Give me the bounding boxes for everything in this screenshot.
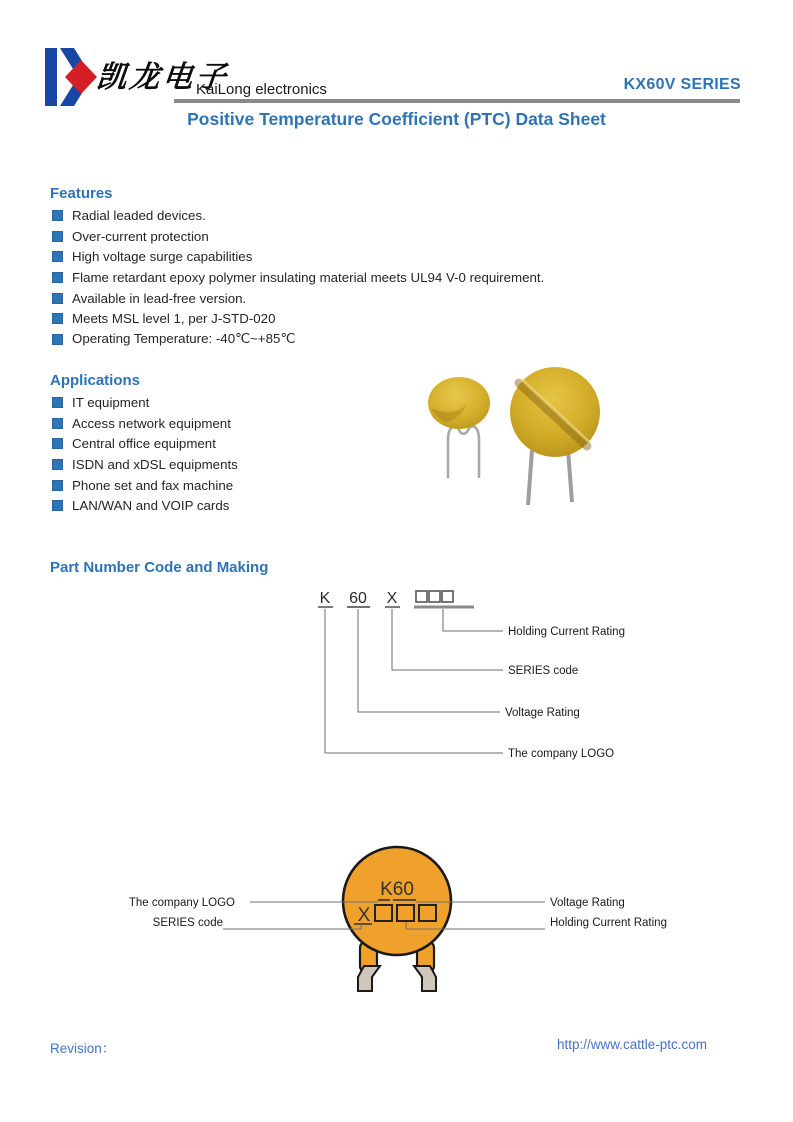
square-bullet-icon	[52, 438, 63, 449]
features-heading: Features	[50, 185, 113, 202]
label-voltage-rating: Voltage Rating	[550, 897, 625, 909]
square-bullet-icon	[52, 459, 63, 470]
code-voltage-char: 60	[349, 590, 367, 607]
website-link[interactable]: http://www.cattle-ptc.com	[556, 1037, 707, 1052]
code-logo-char: K	[319, 590, 331, 607]
list-item	[52, 246, 544, 267]
application-text: Access network equipment	[72, 415, 231, 431]
square-bullet-icon	[52, 334, 63, 345]
application-text: ISDN and xDSL equipments	[72, 456, 238, 472]
small-ptc-leads	[448, 426, 479, 478]
application-text: Central office equipment	[72, 436, 216, 452]
company-logo-icon	[45, 48, 97, 108]
marking-top-line: K60	[380, 879, 414, 900]
feature-text: Over-current protection	[72, 228, 209, 244]
label-company-logo: The company LOGO	[128, 897, 235, 909]
feature-text: Meets MSL level 1, per J-STD-020	[72, 311, 276, 327]
list-item	[52, 413, 238, 434]
square-bullet-icon	[52, 313, 63, 324]
code-series-char: X	[386, 590, 398, 607]
label-company-logo: The company LOGO	[508, 748, 615, 760]
series-name: KX60V SERIES	[623, 76, 741, 93]
label-holding-current: Holding Current Rating	[550, 917, 667, 929]
square-bullet-icon	[52, 418, 63, 429]
list-item	[52, 288, 544, 309]
applications-list	[52, 392, 238, 516]
label-holding-current: Holding Current Rating	[508, 626, 625, 638]
application-text: LAN/WAN and VOIP cards	[72, 498, 230, 514]
square-bullet-icon	[52, 272, 63, 283]
digit-box	[429, 591, 440, 602]
list-item	[52, 392, 238, 413]
part-number-code-diagram	[310, 585, 700, 770]
leader-series	[392, 609, 503, 670]
list-item	[52, 267, 544, 288]
marking-series-char: X	[357, 905, 371, 926]
square-bullet-icon	[52, 231, 63, 242]
header-divider	[174, 99, 740, 103]
feature-text: Available in lead-free version.	[72, 290, 247, 306]
square-bullet-icon	[52, 210, 63, 221]
leader-series	[223, 924, 361, 929]
feature-text: Flame retardant epoxy polymer insulating material meets UL94 V-0 requirement.	[72, 269, 545, 285]
feature-text: Operating Temperature: -40℃~+85℃	[72, 331, 296, 347]
list-item	[52, 308, 544, 329]
square-bullet-icon	[52, 480, 63, 491]
leader-voltage	[358, 609, 500, 712]
list-item	[52, 226, 544, 247]
application-text: IT equipment	[72, 394, 150, 410]
list-item	[52, 433, 238, 454]
large-ptc-lead-left	[528, 450, 532, 505]
page-title: Positive Temperature Coefficient (PTC) Data Sheet	[187, 109, 606, 129]
company-logo-chinese-text: 凯龙电子	[94, 60, 231, 95]
applications-heading: Applications	[50, 372, 141, 389]
small-ptc-disc	[428, 377, 490, 429]
square-bullet-icon	[52, 500, 63, 511]
ptc-product-photo	[415, 360, 665, 515]
list-item	[52, 205, 544, 226]
part-marking-diagram	[120, 845, 680, 1000]
feature-text: Radial leaded devices.	[72, 207, 206, 223]
label-series-code: SERIES code	[508, 665, 579, 677]
marking-foot-right	[414, 966, 436, 991]
digit-box	[442, 591, 453, 602]
digit-box	[416, 591, 427, 602]
part-number-heading: Part Number Code and Making	[50, 559, 269, 576]
application-text: Phone set and fax machine	[72, 477, 234, 493]
revision-label: Revision：	[50, 1041, 116, 1056]
square-bullet-icon	[52, 251, 63, 262]
company-name: KaiLong electronics	[196, 81, 327, 98]
marking-disc	[343, 847, 451, 955]
square-bullet-icon	[52, 293, 63, 304]
large-ptc-lead-right	[568, 450, 572, 502]
list-item	[52, 475, 238, 496]
list-item	[52, 329, 544, 350]
feature-text: High voltage surge capabilities	[72, 249, 253, 265]
label-series-code: SERIES code	[152, 917, 223, 929]
square-bullet-icon	[52, 397, 63, 408]
features-list	[52, 205, 544, 350]
leader-holding	[443, 609, 503, 631]
label-voltage-rating: Voltage Rating	[505, 707, 580, 719]
marking-foot-left	[358, 966, 380, 991]
list-item	[52, 495, 238, 516]
list-item	[52, 454, 238, 475]
